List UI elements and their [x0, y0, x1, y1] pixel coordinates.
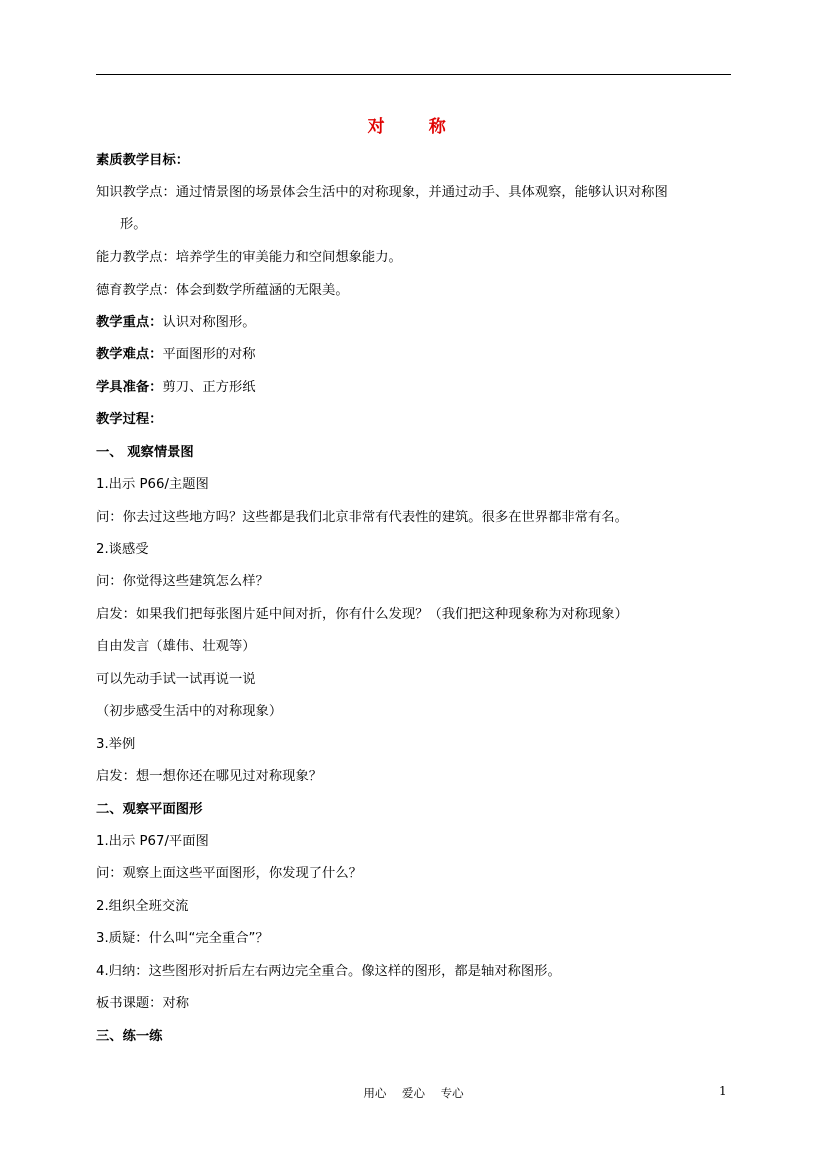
text-line	[96, 605, 628, 625]
line-text: 4.归纳：这些图形对折后左右两边完全重合。像这样的图形，都是轴对称图形。	[96, 964, 561, 979]
text-line	[96, 832, 209, 852]
line-label: 二、观察平面图形	[96, 802, 203, 817]
text-line	[96, 767, 322, 787]
text-line	[96, 864, 362, 884]
text-line	[96, 670, 256, 690]
text-line	[96, 410, 162, 430]
footer-motto: 用心 爱心 专心	[363, 1086, 464, 1100]
text-line	[96, 151, 189, 171]
line-text: 认识对称图形。	[162, 315, 256, 330]
text-line	[96, 1027, 162, 1047]
line-text: 问：观察上面这些平面图形，你发现了什么？	[96, 866, 362, 881]
text-line	[96, 962, 561, 982]
line-text: 平面图形的对称	[162, 347, 256, 362]
line-text: 形。	[120, 217, 147, 232]
text-line	[96, 800, 202, 820]
text-line	[96, 508, 628, 528]
line-text: 能力教学点：培养学生的审美能力和空间想象能力。	[96, 250, 402, 265]
line-label: 学具准备：	[96, 380, 163, 395]
text-line	[96, 929, 269, 949]
line-text: 可以先动手试一试再说一说	[96, 672, 256, 687]
line-label: 三、练一练	[96, 1029, 163, 1044]
text-line	[96, 313, 256, 333]
text-line	[96, 443, 194, 463]
text-line	[96, 735, 135, 755]
text-line	[96, 248, 402, 268]
line-text: 1.出示 P66/主题图	[96, 477, 209, 492]
text-line	[96, 475, 209, 495]
line-text: 板书课题：对称	[96, 996, 190, 1011]
text-line	[96, 637, 256, 657]
text-line	[96, 994, 189, 1014]
text-line	[96, 345, 256, 365]
line-text: 3.举例	[96, 737, 136, 752]
line-text: 问：你去过这些地方吗？这些都是我们北京非常有代表性的建筑。很多在世界都非常有名。	[96, 510, 628, 525]
line-label: 教学难点：	[96, 347, 163, 362]
page-number: 1	[719, 1084, 727, 1098]
line-text: 3.质疑：什么叫“完全重合”？	[96, 931, 269, 946]
line-text: （初步感受生活中的对称现象）	[96, 704, 283, 719]
line-label: 教学过程：	[96, 412, 163, 427]
line-label: 一、 观察情景图	[96, 445, 194, 460]
line-text: 1.出示 P67/平面图	[96, 834, 209, 849]
text-line	[96, 540, 149, 560]
line-text: 2.组织全班交流	[96, 899, 189, 914]
line-text: 2.谈感受	[96, 542, 149, 557]
line-label: 素质教学目标：	[96, 153, 190, 168]
line-text: 自由发言（雄伟、壮观等）	[96, 639, 256, 654]
text-line	[96, 702, 282, 722]
document-title: 对 称	[367, 117, 460, 137]
line-text: 启发：想一想你还在哪见过对称现象？	[96, 769, 323, 784]
line-text: 问：你觉得这些建筑怎么样？	[96, 574, 269, 589]
text-line	[120, 215, 147, 235]
text-line	[96, 378, 256, 398]
text-line	[96, 572, 269, 592]
line-text: 德育教学点：体会到数学所蕴涵的无限美。	[96, 283, 349, 298]
text-line	[96, 897, 188, 917]
line-label: 教学重点：	[96, 315, 163, 330]
line-text: 剪刀、正方形纸	[162, 380, 256, 395]
line-text: 知识教学点：通过情景图的场景体会生活中的对称现象，并通过动手、具体观察，能够认识对称图	[96, 185, 668, 200]
text-line	[96, 281, 349, 301]
header-rule	[96, 74, 731, 75]
text-line	[96, 183, 668, 203]
line-text: 启发：如果我们把每张图片延中间对折，你有什么发现？（我们把这种现象称为对称现象）	[96, 607, 628, 622]
